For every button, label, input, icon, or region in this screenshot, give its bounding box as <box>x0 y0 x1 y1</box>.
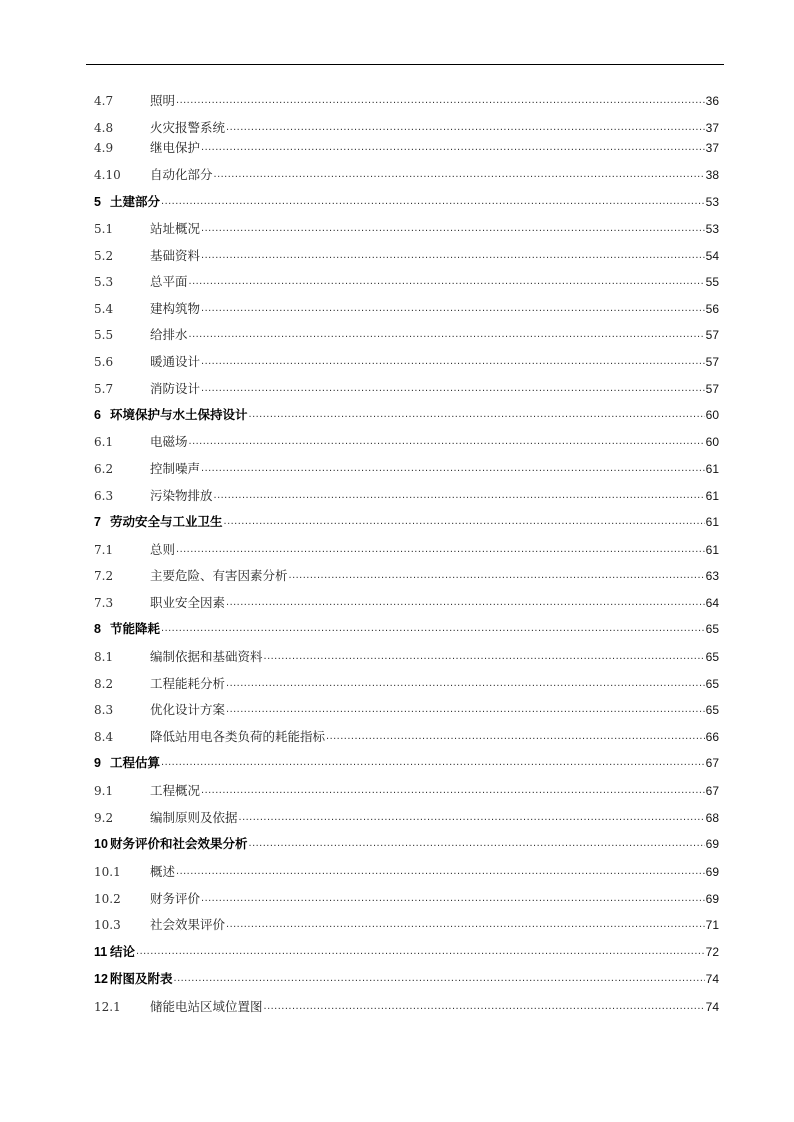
toc-entry-page-number[interactable]: 65 <box>705 650 719 664</box>
toc-entry-page-number[interactable]: 69 <box>705 892 719 906</box>
dot-leader <box>201 300 705 316</box>
toc-entry-page-number[interactable]: 37 <box>705 121 719 135</box>
toc-entry-page-number[interactable]: 61 <box>705 515 719 529</box>
toc-entry-number: 4.8 <box>94 121 114 135</box>
toc-entry-number: 8.2 <box>94 677 114 691</box>
toc-section-entry[interactable] <box>94 352 719 370</box>
dot-leader <box>201 380 705 396</box>
toc-chapter-entry[interactable] <box>94 619 719 637</box>
toc-chapter-entry[interactable] <box>94 834 719 852</box>
dot-leader <box>226 701 705 717</box>
toc-section-entry[interactable] <box>94 889 719 907</box>
toc-entry-number: 4.9 <box>94 141 114 155</box>
toc-entry-number: 5.6 <box>94 355 114 369</box>
toc-entry-number: 7.3 <box>94 596 114 610</box>
toc-entry-title[interactable]: 给排水 <box>150 327 188 342</box>
toc-section-entry[interactable] <box>94 566 719 584</box>
toc-entry-number: 5 <box>94 195 101 209</box>
dot-leader <box>176 863 705 879</box>
toc-entry-title[interactable]: 工程概况 <box>150 783 201 798</box>
toc-entry-title[interactable]: 电磁场 <box>150 434 188 449</box>
toc-entry-page-number[interactable]: 65 <box>705 703 719 717</box>
dot-leader <box>176 92 705 108</box>
toc-entry-number: 7.1 <box>94 543 114 557</box>
toc-entry-number: 8.3 <box>94 703 114 717</box>
toc-section-entry[interactable] <box>94 459 719 477</box>
toc-entry-title[interactable]: 降低站用电各类负荷的耗能指标 <box>150 729 326 744</box>
toc-section-entry[interactable] <box>94 118 719 136</box>
toc-chapter-entry[interactable] <box>94 192 719 210</box>
toc-entry-page-number[interactable]: 57 <box>705 328 719 342</box>
toc-entry-number: 6.1 <box>94 435 114 449</box>
toc-entry-title[interactable]: 编制原则及依据 <box>150 810 238 825</box>
toc-section-entry[interactable] <box>94 997 719 1015</box>
dot-leader <box>161 754 705 770</box>
toc-section-entry[interactable] <box>94 915 719 933</box>
toc-entry-page-number[interactable]: 60 <box>705 408 719 422</box>
toc-chapter-entry[interactable] <box>94 512 719 530</box>
toc-entry-number: 7.2 <box>94 569 114 583</box>
dot-leader <box>264 998 705 1014</box>
toc-entry-number: 9.2 <box>94 811 114 825</box>
toc-entry-page-number[interactable]: 66 <box>705 730 719 744</box>
dot-leader <box>201 220 705 236</box>
toc-chapter-entry[interactable] <box>94 942 719 960</box>
toc-section-entry[interactable] <box>94 246 719 264</box>
toc-section-entry[interactable] <box>94 486 719 504</box>
toc-entry-number: 10.2 <box>94 892 121 906</box>
dot-leader <box>189 273 705 289</box>
dot-leader <box>226 675 705 691</box>
toc-entry-number: 5.4 <box>94 302 114 316</box>
toc-entry-page-number[interactable]: 57 <box>705 382 719 396</box>
toc-entry-number: 4.7 <box>94 94 114 108</box>
toc-section-entry[interactable] <box>94 138 719 156</box>
toc-entry-number: 7 <box>94 515 101 529</box>
toc-entry-page-number[interactable]: 65 <box>705 677 719 691</box>
toc-entry-title[interactable]: 污染物排放 <box>150 488 213 503</box>
toc-section-entry[interactable] <box>94 593 719 611</box>
toc-entry-title[interactable]: 照明 <box>150 93 176 108</box>
toc-entry-title[interactable]: 职业安全因素 <box>150 595 226 610</box>
toc-entry-number: 5.7 <box>94 382 114 396</box>
toc-chapter-entry[interactable] <box>94 969 719 987</box>
toc-entry-number: 5.1 <box>94 222 114 236</box>
toc-entry-title[interactable]: 概述 <box>150 864 176 879</box>
toc-entry-number: 10 <box>94 837 108 851</box>
dot-leader <box>201 353 705 369</box>
toc-entry-title[interactable]: 储能电站区域位置图 <box>150 999 263 1014</box>
dot-leader <box>214 487 705 503</box>
toc-entry-page-number[interactable]: 53 <box>705 222 719 236</box>
toc-entry-title[interactable]: 暖通设计 <box>150 354 201 369</box>
dot-leader <box>161 620 705 636</box>
toc-entry-title[interactable]: 劳动安全与工业卫生 <box>110 514 223 529</box>
toc-entry-number: 8 <box>94 622 101 636</box>
toc-entry-page-number[interactable]: 72 <box>705 945 719 959</box>
toc-section-entry[interactable] <box>94 165 719 183</box>
toc-entry-page-number[interactable]: 57 <box>705 355 719 369</box>
toc-entry-title[interactable]: 继电保护 <box>150 140 201 155</box>
toc-entry-page-number[interactable]: 74 <box>705 972 719 986</box>
dot-leader <box>189 433 705 449</box>
toc-entry-number: 10.1 <box>94 865 121 879</box>
toc-entry-number: 10.3 <box>94 918 121 932</box>
toc-entry-title[interactable]: 土建部分 <box>110 194 161 209</box>
toc-entry-number: 6.2 <box>94 462 114 476</box>
toc-entry-title[interactable]: 财务评价 <box>150 891 201 906</box>
dot-leader <box>226 594 705 610</box>
toc-entry-number: 8.4 <box>94 730 114 744</box>
dot-leader <box>176 541 705 557</box>
toc-entry-page-number[interactable]: 63 <box>705 569 719 583</box>
dot-leader <box>226 119 705 135</box>
dot-leader <box>289 567 705 583</box>
toc-section-entry[interactable] <box>94 219 719 237</box>
toc-section-entry[interactable] <box>94 700 719 718</box>
toc-entry-page-number[interactable]: 68 <box>705 811 719 825</box>
toc-entry-title[interactable]: 主要危险、有害因素分析 <box>150 568 288 583</box>
toc-chapter-entry[interactable] <box>94 753 719 771</box>
toc-entry-title[interactable]: 工程估算 <box>110 755 161 770</box>
toc-section-entry[interactable] <box>94 808 719 826</box>
dot-leader <box>264 648 705 664</box>
toc-entry-page-number[interactable]: 69 <box>705 865 719 879</box>
toc-section-entry[interactable] <box>94 299 719 317</box>
toc-entry-number: 4.10 <box>94 168 121 182</box>
toc-entry-title[interactable]: 编制依据和基础资料 <box>150 649 263 664</box>
toc-entry-title[interactable]: 节能降耗 <box>110 621 161 636</box>
dot-leader <box>326 728 705 744</box>
toc-entry-page-number[interactable]: 38 <box>705 168 719 182</box>
toc-section-entry[interactable] <box>94 325 719 343</box>
toc-entry-page-number[interactable]: 53 <box>705 195 719 209</box>
toc-entry-title[interactable]: 环境保护与水土保持设计 <box>110 407 248 422</box>
toc-section-entry[interactable] <box>94 647 719 665</box>
toc-entry-title[interactable]: 总则 <box>150 542 176 557</box>
toc-section-entry[interactable] <box>94 674 719 692</box>
toc-entry-page-number[interactable]: 61 <box>705 489 719 503</box>
toc-entry-page-number[interactable]: 74 <box>705 1000 719 1014</box>
toc-entry-title[interactable]: 财务评价和社会效果分析 <box>110 836 248 851</box>
toc-entry-title[interactable]: 火灾报警系统 <box>150 120 226 135</box>
toc-section-entry[interactable] <box>94 540 719 558</box>
toc-entry-number: 9.1 <box>94 784 114 798</box>
toc-entry-title[interactable]: 社会效果评价 <box>150 917 226 932</box>
toc-entry-page-number[interactable]: 36 <box>705 94 719 108</box>
toc-entry-number: 12 <box>94 972 108 986</box>
toc-section-entry[interactable] <box>94 91 719 109</box>
toc-section-entry[interactable] <box>94 781 719 799</box>
toc-entry-title[interactable]: 基础资料 <box>150 248 201 263</box>
toc-entry-page-number[interactable]: 71 <box>705 918 719 932</box>
toc-entry-page-number[interactable]: 56 <box>705 302 719 316</box>
toc-entry-title[interactable]: 控制噪声 <box>150 461 201 476</box>
dot-leader <box>136 943 705 959</box>
toc-entry-page-number[interactable]: 61 <box>705 462 719 476</box>
toc-entry-title[interactable]: 优化设计方案 <box>150 702 226 717</box>
dot-leader <box>239 809 705 825</box>
toc-entry-page-number[interactable]: 67 <box>705 784 719 798</box>
toc-entry-title[interactable]: 工程能耗分析 <box>150 676 226 691</box>
toc-entry-title[interactable]: 附图及附表 <box>110 971 173 986</box>
toc-entry-page-number[interactable]: 60 <box>705 435 719 449</box>
dot-leader <box>201 460 705 476</box>
dot-leader <box>174 970 705 986</box>
toc-section-entry[interactable] <box>94 432 719 450</box>
toc-entry-title[interactable]: 自动化部分 <box>150 167 213 182</box>
toc-entry-number: 5.2 <box>94 249 114 263</box>
toc-entry-number: 8.1 <box>94 650 114 664</box>
dot-leader <box>201 890 705 906</box>
toc-entry-number: 5.5 <box>94 328 114 342</box>
toc-entry-number: 6.3 <box>94 489 114 503</box>
dot-leader <box>201 247 705 263</box>
dot-leader <box>201 139 705 155</box>
toc-entry-number: 6 <box>94 408 101 422</box>
toc-entry-title[interactable]: 消防设计 <box>150 381 201 396</box>
toc-entry-page-number[interactable]: 65 <box>705 622 719 636</box>
toc-entry-number: 9 <box>94 756 101 770</box>
toc-entry-title[interactable]: 站址概况 <box>150 221 201 236</box>
toc-section-entry[interactable] <box>94 862 719 880</box>
toc-entry-title[interactable]: 建构筑物 <box>150 301 201 316</box>
toc-entry-number: 11 <box>94 945 108 959</box>
toc-entry-title[interactable]: 结论 <box>110 944 136 959</box>
toc-entry-page-number[interactable]: 37 <box>705 141 719 155</box>
toc-entry-page-number[interactable]: 67 <box>705 756 719 770</box>
dot-leader <box>189 326 705 342</box>
dot-leader <box>224 513 705 529</box>
toc-section-entry[interactable] <box>94 379 719 397</box>
toc-entry-page-number[interactable]: 64 <box>705 596 719 610</box>
toc-entry-page-number[interactable]: 55 <box>705 275 719 289</box>
dot-leader <box>249 835 705 851</box>
dot-leader <box>249 406 705 422</box>
toc-entry-page-number[interactable]: 61 <box>705 543 719 557</box>
dot-leader <box>161 193 705 209</box>
dot-leader <box>214 166 705 182</box>
toc-entry-page-number[interactable]: 69 <box>705 837 719 851</box>
toc-entry-number: 12.1 <box>94 1000 121 1014</box>
toc-chapter-entry[interactable] <box>94 405 719 423</box>
dot-leader <box>226 916 705 932</box>
toc-entry-page-number[interactable]: 54 <box>705 249 719 263</box>
toc-section-entry[interactable] <box>94 272 719 290</box>
toc-section-entry[interactable] <box>94 727 719 745</box>
toc-entry-title[interactable]: 总平面 <box>150 274 188 289</box>
toc-entry-number: 5.3 <box>94 275 114 289</box>
dot-leader <box>201 782 705 798</box>
header-rule <box>86 64 724 65</box>
